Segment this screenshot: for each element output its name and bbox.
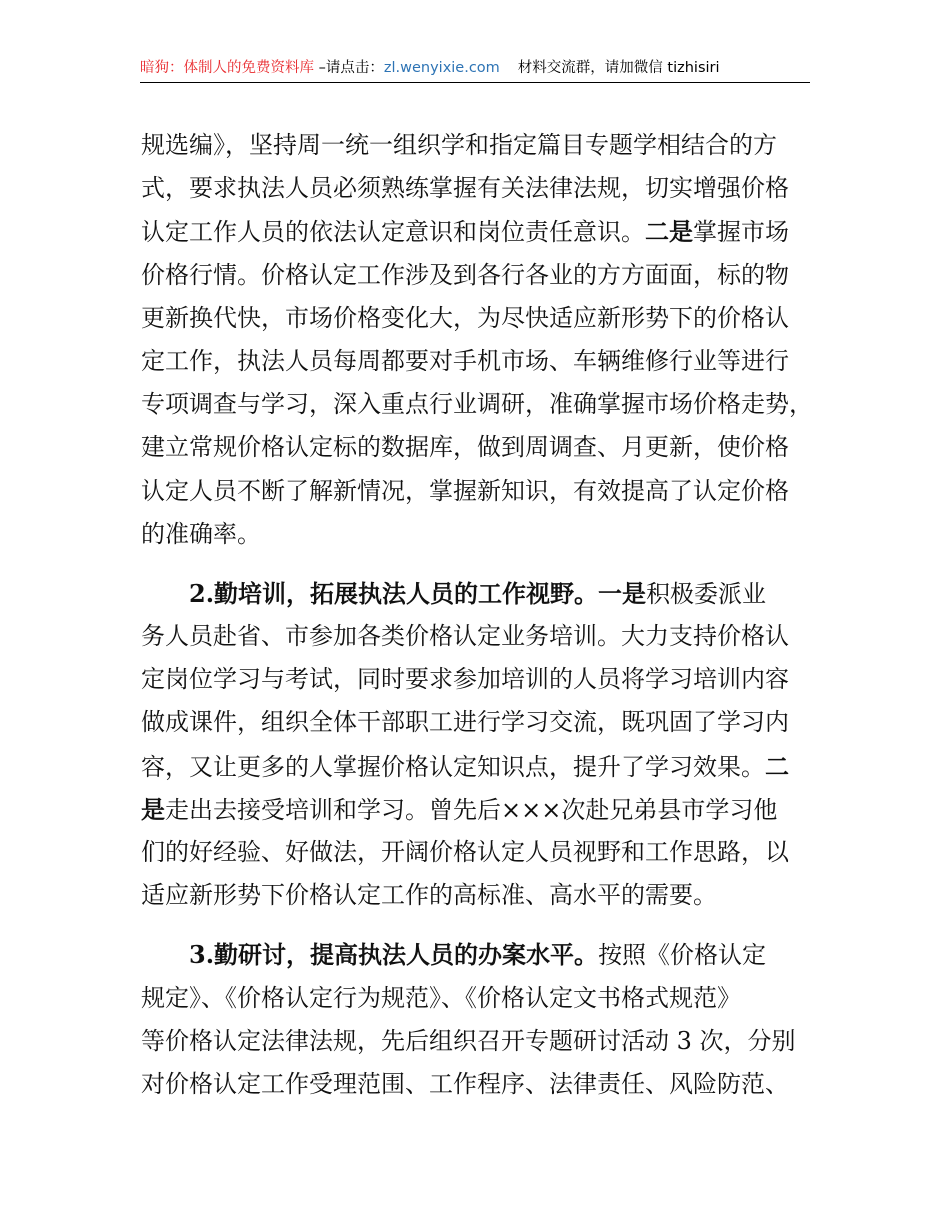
text-line — [141, 831, 821, 874]
bold-text: 3.勤研讨，提高执法人员的办案水平。 — [141, 940, 599, 970]
text-line — [141, 167, 821, 210]
text-run: 认定工作人员的依法认定意识和岗位责任意识。 — [141, 218, 645, 247]
text-line — [141, 124, 821, 167]
paragraph — [141, 572, 821, 918]
bold-text: 二 — [765, 751, 789, 781]
text-line — [141, 615, 821, 658]
text-line — [141, 254, 821, 297]
text-run: 更新换代快，市场价格变化大，为尽快适应新形势下的价格认 — [141, 303, 789, 332]
text-run: 走出去接受培训和学习。曾先后×××次赴兄弟县市学习他 — [165, 795, 778, 824]
text-run: 适应新形势下价格认定工作的高标准、高水平的需要。 — [141, 881, 717, 910]
bold-text: 2.勤培训，拓展执法人员的工作视野。一是 — [141, 578, 647, 608]
text-line — [141, 788, 821, 831]
paragraph — [141, 933, 821, 1106]
text-line — [141, 977, 821, 1020]
text-run: 按照《价格认定 — [598, 941, 767, 970]
text-run: 等价格认定法律法规，先后组织召开专题研讨活动 3 次，分别 — [141, 1026, 796, 1055]
text-run: 积极委派业 — [646, 579, 767, 608]
text-run: 规定》、《价格认定行为规范》、《价格认定文书格式规范》 — [141, 983, 741, 1012]
text-line — [141, 658, 821, 701]
page-header — [140, 56, 810, 83]
text-run: 的准确率。 — [141, 519, 261, 548]
group-text: 材料交流群，请加微信 tizhisiri — [517, 60, 720, 76]
paragraph-gap — [141, 556, 821, 572]
text-run: 建立常规价格认定标的数据库，做到周调查、月更新，使价格 — [141, 433, 789, 462]
text-run: 做成课件，组织全体干部职工进行学习交流，既巩固了学习内 — [141, 708, 789, 737]
text-line — [141, 340, 821, 383]
text-line — [141, 1063, 821, 1106]
site-link[interactable]: zl.wenyixie.com — [383, 60, 500, 76]
paragraph — [141, 124, 821, 556]
text-line — [141, 210, 821, 253]
text-line — [141, 701, 821, 744]
document-body — [141, 124, 821, 1106]
text-line — [141, 572, 821, 615]
click-prompt: –请点击： — [314, 60, 384, 76]
text-run: 规选编》，坚持周一统一组织学和指定篇目专题学相结合的方 — [141, 131, 777, 159]
text-run: 认定人员不断了解新情况，掌握新知识，有效提高了认定价格 — [141, 476, 789, 505]
text-line — [141, 745, 821, 788]
text-line — [141, 297, 821, 340]
text-run: 定岗位学习与考试，同时要求参加培训的人员将学习培训内容 — [141, 665, 789, 694]
text-run: 价格行情。价格认定工作涉及到各行各业的方方面面，标的物 — [141, 260, 789, 289]
site-name: 暗狗：体制人的免费资料库 — [140, 60, 314, 76]
text-run: 掌握市场 — [693, 218, 789, 247]
text-run: 专项调查与学习，深入重点行业调研，准确掌握市场价格走势， — [141, 390, 813, 419]
text-run: 们的好经验、好做法，开阔价格认定人员视野和工作思路，以 — [141, 838, 789, 866]
text-line — [141, 383, 821, 426]
text-line — [141, 470, 821, 513]
bold-text: 是 — [141, 794, 165, 824]
text-run: 定工作，执法人员每周都要对手机市场、车辆维修行业等进行 — [141, 346, 789, 375]
paragraph-gap — [141, 917, 821, 933]
text-line — [141, 513, 821, 556]
text-line — [141, 1020, 821, 1063]
text-line — [141, 426, 821, 469]
text-run: 务人员赴省、市参加各类价格认定业务培训。大力支持价格认 — [141, 622, 789, 651]
bold-text: 二是 — [645, 217, 693, 247]
text-run: 式，要求执法人员必须熟练掌握有关法律法规，切实增强价格 — [141, 174, 789, 203]
text-line — [141, 933, 821, 976]
text-run: 容，又让更多的人掌握价格认定知识点，提升了学习效果。 — [141, 752, 765, 781]
text-line — [141, 874, 821, 917]
text-run: 对价格认定工作受理范围、工作程序、法律责任、风险防范、 — [141, 1069, 789, 1098]
